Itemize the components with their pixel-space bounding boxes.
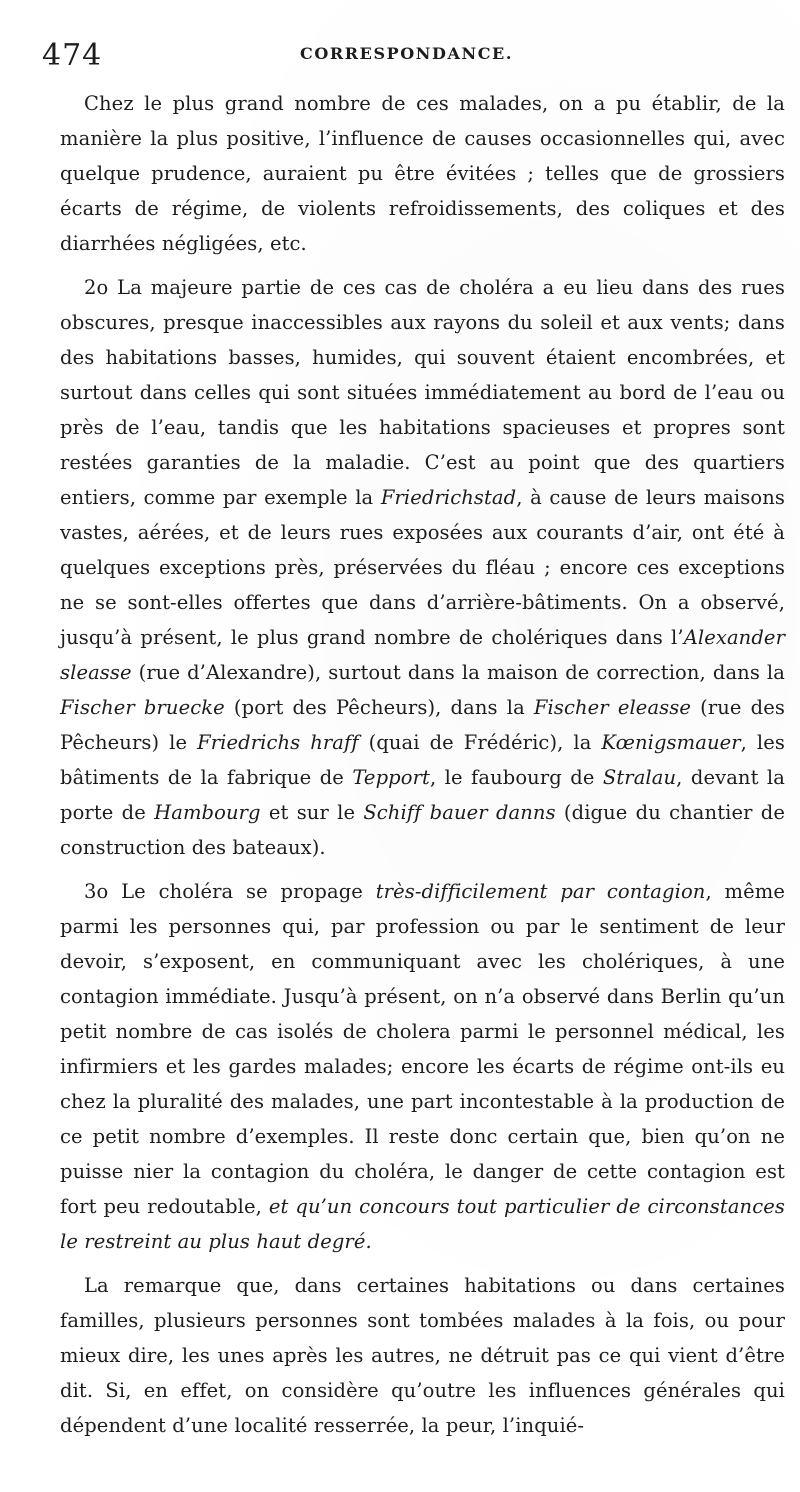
text-segment: et sur le [260, 801, 364, 824]
italic-place-name: Hambourg [154, 801, 261, 824]
page-header [0, 30, 800, 80]
text-segment: , les bâtiments de la fabrique de [60, 731, 786, 789]
body-text [60, 86, 785, 1452]
text-segment: , même parmi les personnes qui, par profession ou par le sentiment de leur devoir, s’exposent, en communiquant avec les cholériques, à une contagion immédiate. Jusqu’à présent, on n’a observé dans Berlin qu’un petit nombre de cas isolés de cholera parmi le personnel médical, les infirmiers et les gardes malades; encore les écarts de régime ont-ils eu chez la pluralité des malades, une part incontestable à la production de ce petit nombre d’exemples. Il reste donc certain que, bien qu’on ne puisse nier la contagion du choléra, le danger de cette contagion est fort peu redoutable, [60, 880, 786, 1218]
text-segment: La remarque que, dans certaines habitations ou dans certaines familles, plusieurs personnes sont tombées malades à la fois, ou pour mieux dire, les unes après les autres, ne détruit pas ce qui vient d’être dit. Si, en effet, on considère qu’outre les influences générales qui dépendent d’une localité resserrée, la peur, l’inquié- [60, 1274, 785, 1437]
text-segment: (port des Pêcheurs), dans la [224, 696, 534, 719]
italic-place-name: Friedrichs hraff [197, 731, 359, 754]
italic-place-name: Kœnigsmauer [601, 731, 741, 754]
paragraph-1 [60, 86, 785, 261]
italic-emphasis: et qu’un concours tout particulier de circonstances le restreint au plus haut degré. [60, 1195, 785, 1253]
italic-place-name: Friedrichstad [380, 486, 517, 509]
text-segment: (digue du chantier de construction des bateaux). [60, 801, 785, 859]
page-number: 474 [42, 38, 103, 73]
text-segment: (rue d’Alexandre), surtout dans la maison de correction, dans la [131, 661, 785, 684]
italic-place-name: Tepport [352, 766, 430, 789]
text-segment: (quai de Frédéric), la [358, 731, 602, 754]
text-segment: , à cause de leurs maisons vastes, aérées, et de leurs rues exposées aux courants d’air, ont été à quelques exceptions près, préservées du fléau ; encore ces exceptions ne se sont-elles offertes que dans d’arrière-bâtiments. On a observé, jusqu’à présent, le plus grand nombre de cholériques dans l’ [60, 486, 785, 649]
paragraph-2 [60, 270, 785, 865]
text-segment: 3o Le choléra se propage [84, 880, 376, 903]
text-segment: , le faubourg de [429, 766, 603, 789]
text-segment: , devant la porte de [60, 766, 785, 824]
italic-place-name: Fischer eleasse [533, 696, 692, 719]
text-segment: (rue des Pêcheurs) le [60, 696, 786, 754]
text-segment: 2o La majeure partie de ces cas de choléra a eu lieu dans des rues obscures, presque inaccessibles aux rayons du soleil et aux vents; dans des habitations basses, humides, qui souvent étaient encombrées, et surtout dans celles qui sont situées immédiatement au bord de l’eau ou près de l’eau, tandis que les habitations spacieuses et propres sont restées garanties de la maladie. C’est au point que des quartiers entiers, comme par exemple la [60, 276, 785, 509]
italic-place-name: Schiff bauer danns [363, 801, 556, 824]
italic-emphasis: très-difficilement par contagion [375, 880, 706, 903]
running-head: CORRESPONDANCE. [300, 44, 514, 63]
italic-place-name: Stralau [602, 766, 677, 789]
text-segment: Chez le plus grand nombre de ces malades, on a pu établir, de la manière la plus positive, l’influence de causes occasionnelles qui, avec quelque prudence, auraient pu être évitées ; telles que de grossiers écarts de régime, de violents refroidissements, des coliques et des diarrhées négligées, etc. [60, 92, 785, 255]
italic-place-name: Alexander sleasse [60, 626, 785, 684]
paragraph-3 [60, 874, 785, 1259]
paragraph-4 [60, 1268, 785, 1443]
italic-place-name: Fischer bruecke [60, 696, 225, 719]
